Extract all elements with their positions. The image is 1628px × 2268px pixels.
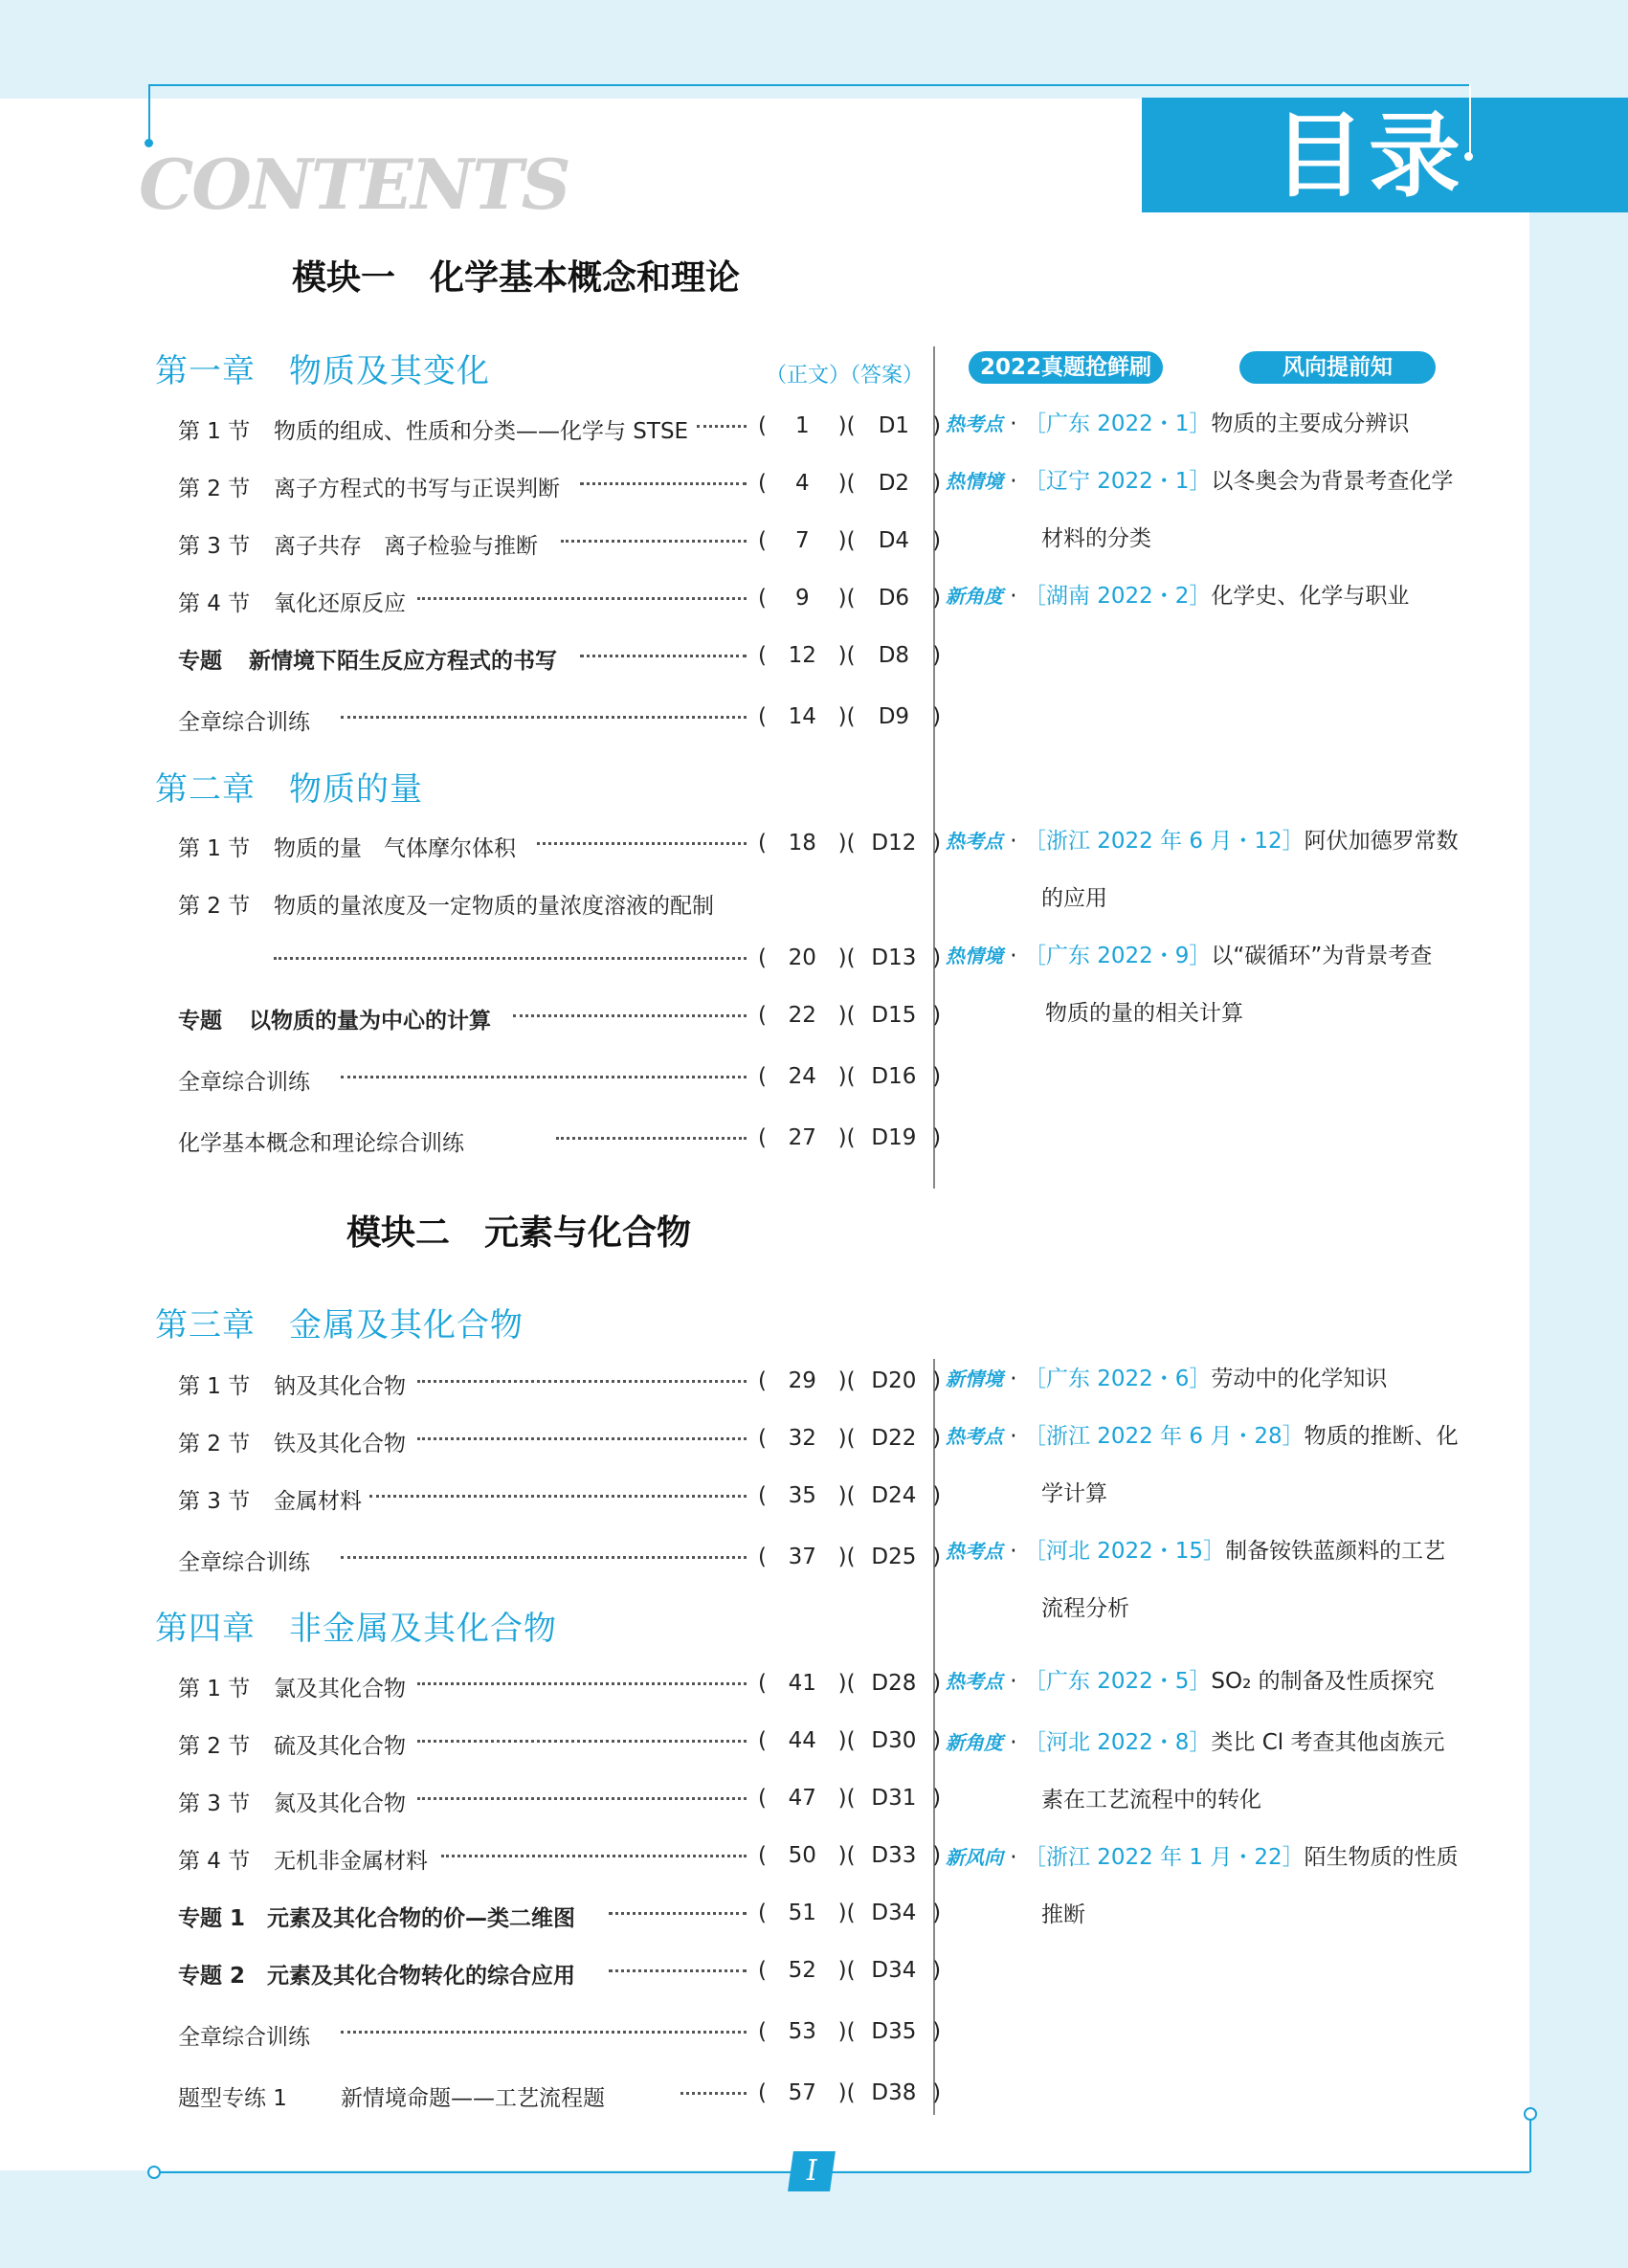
toc-page: 37 [788, 1545, 816, 1569]
leader-dots [369, 1495, 747, 1498]
toc-page: 35 [788, 1483, 816, 1508]
toc-answer: D34 [871, 1958, 917, 1983]
chapter-title-2: 第二章 物质的量 [155, 770, 423, 809]
leader-dots [697, 425, 747, 428]
toc-entry[interactable]: 化学基本概念和理论综合训练 ( 27 )( D19 ) [178, 1125, 942, 1156]
toc-page: 9 [794, 586, 810, 611]
note-line: 热情境 · ［广东 2022・9］以“碳循环”为背景考查 [946, 944, 1433, 968]
toc-page: 50 [788, 1843, 816, 1868]
toc-section: 第 3 节 [178, 534, 251, 559]
leader-dots [341, 2031, 747, 2034]
toc-page: 22 [788, 1003, 816, 1028]
leader-dots [417, 597, 747, 600]
toc-title: 新情境下陌生反应方程式的书写 [249, 649, 557, 674]
toc-section: 第 2 节 [178, 1432, 251, 1456]
toc-entry[interactable]: 全章综合训练 ( 24 )( D16 ) [178, 1064, 942, 1095]
toc-page: 4 [794, 471, 810, 496]
note-continuation: 的应用 [1041, 886, 1107, 911]
leader-dots [417, 1797, 747, 1800]
toc-answer: D9 [878, 704, 910, 729]
chapter-title-3: 第三章 金属及其化合物 [155, 1306, 524, 1345]
toc-answer: D22 [871, 1426, 917, 1451]
toc-entry[interactable]: 第 1 节 氯及其化合物 ( 41 )( D28 ) [178, 1671, 942, 1701]
frame-line-bottom-right [1529, 2117, 1531, 2172]
toc-entry[interactable]: 第 1 节 物质的量 气体摩尔体积 ( 18 )( D12 ) [178, 831, 942, 861]
toc-page: 14 [788, 704, 816, 729]
toc-page: 52 [788, 1958, 816, 1983]
toc-answer: D13 [871, 945, 917, 970]
toc-answer: D15 [871, 1003, 917, 1028]
toc-title: 钠及其化合物 [274, 1374, 406, 1399]
toc-entry-continuation[interactable]: ( 20 )( D13 ) [178, 945, 925, 978]
note-continuation: 物质的量的相关计算 [1045, 1001, 1243, 1026]
contents-watermark: CONTENTS [139, 144, 569, 225]
toc-page: 32 [788, 1426, 816, 1451]
toc-title: 硫及其化合物 [274, 1734, 406, 1759]
toc-title: 元素及其化合物转化的综合应用 [267, 1964, 575, 1989]
leader-dots [609, 1912, 747, 1915]
toc-answer: D25 [871, 1545, 917, 1569]
toc-page: 51 [788, 1901, 816, 1925]
frame-line-bottom [153, 2171, 1529, 2173]
leader-dots [561, 540, 747, 543]
note-line: 新情境 · ［广东 2022・6］劳动中的化学知识 [946, 1367, 1388, 1391]
toc-section: 第 3 节 [178, 1791, 251, 1816]
toc-section: 第 1 节 [178, 1677, 251, 1701]
toc-page: 44 [788, 1728, 816, 1753]
chapter-title-4: 第四章 非金属及其化合物 [155, 1610, 557, 1648]
toc-title: 物质的组成、性质和分类——化学与 STSE [274, 419, 689, 444]
note-line: 热考点 · ［浙江 2022 年 6 月・12］阿伏加德罗常数 [946, 829, 1459, 854]
leader-dots [341, 1556, 747, 1559]
toc-section: 专题 [178, 649, 222, 674]
toc-title: 全章综合训练 [178, 1550, 310, 1575]
toc-answer: D24 [871, 1483, 917, 1508]
toc-answer: D34 [871, 1901, 917, 1925]
chapter-title-1: 第一章 物质及其变化 [155, 352, 490, 390]
toc-page: 18 [788, 831, 816, 856]
toc-answer: D38 [871, 2080, 917, 2105]
toc-page: 53 [788, 2019, 816, 2044]
toc-section: 专题 [178, 1009, 222, 1034]
page-number: I [788, 2151, 836, 2191]
toc-section: 第 2 节 [178, 1734, 251, 1759]
toc-section: 第 1 节 [178, 419, 251, 444]
toc-title: 以物质的量为中心的计算 [249, 1009, 491, 1034]
toc-answer: D30 [871, 1728, 917, 1753]
toc-title: 元素及其化合物的价—类二维图 [267, 1906, 575, 1931]
leader-dots [580, 482, 747, 485]
note-continuation: 材料的分类 [1041, 526, 1151, 551]
toc-entry[interactable]: 题型专练 1 新情境命题——工艺流程题 ( 57 )( D38 ) [178, 2080, 942, 2111]
note-line: 热考点 · ［浙江 2022 年 6 月・28］物质的推断、化 [946, 1424, 1459, 1449]
pill-trend-preview: 风向提前知 [1239, 351, 1436, 384]
module-title-2: 模块二 元素与化合物 [346, 1212, 692, 1253]
toc-section: 第 1 节 [178, 836, 251, 861]
toc-entry[interactable]: 专题 1 元素及其化合物的价—类二维图 ( 51 )( D34 ) [178, 1901, 942, 1931]
toc-title: 金属材料 [274, 1489, 362, 1514]
toc-entry[interactable]: 第 1 节 钠及其化合物 ( 29 )( D20 ) [178, 1368, 942, 1399]
toc-section: 第 4 节 [178, 591, 251, 616]
toc-section: 专题 2 [178, 1964, 246, 1989]
toc-answer: D31 [871, 1786, 917, 1811]
toc-page: 20 [788, 945, 816, 970]
toc-page: 41 [788, 1671, 816, 1696]
toc-answer: D20 [871, 1368, 917, 1393]
toc-answer: D1 [878, 413, 910, 438]
leader-dots [417, 1740, 747, 1743]
toc-entry[interactable]: 第 1 节 物质的组成、性质和分类——化学与 STSE ( 1 )( D1 ) [178, 413, 942, 444]
leader-dots [680, 2092, 747, 2095]
toc-entry[interactable]: 全章综合训练 ( 14 )( D9 ) [178, 704, 942, 735]
toc-answer: D6 [878, 586, 910, 611]
toc-answer: D16 [871, 1064, 917, 1089]
toc-answer: D19 [871, 1125, 917, 1150]
note-continuation: 素在工艺流程中的转化 [1041, 1788, 1261, 1812]
toc-entry[interactable]: 专题 以物质的量为中心的计算 ( 22 )( D15 ) [178, 1003, 942, 1034]
frame-ring-bottom-right [1524, 2107, 1537, 2121]
toc-section: 第 3 节 [178, 1489, 251, 1514]
toc-entry[interactable]: 第 3 节 离子共存 离子检验与推断 ( 7 )( D4 ) [178, 528, 942, 559]
note-line: 新风向 · ［浙江 2022 年 1 月・22］陌生物质的性质 [946, 1845, 1459, 1870]
note-continuation: 学计算 [1041, 1481, 1107, 1506]
toc-entry[interactable]: 全章综合训练 ( 37 )( D25 ) [178, 1545, 942, 1575]
leader-dots [609, 1969, 747, 1972]
toc-section: 第 1 节 [178, 1374, 251, 1399]
toc-section: 第 4 节 [178, 1849, 251, 1874]
leader-dots [417, 1380, 747, 1383]
toc-title: 物质的量 气体摩尔体积 [274, 836, 516, 861]
toc-page: 57 [788, 2080, 816, 2105]
toc-page: 12 [788, 643, 816, 668]
toc-title: 新情境命题——工艺流程题 [341, 2086, 605, 2111]
toc-title: 离子方程式的书写与正误判断 [274, 477, 560, 501]
toc-answer: D8 [878, 643, 910, 668]
toc-entry[interactable]: 第 4 节 无机非金属材料 ( 50 )( D33 ) [178, 1843, 942, 1874]
leader-dots [580, 655, 747, 657]
toc-title: 氮及其化合物 [274, 1791, 406, 1816]
toc-title: 全章综合训练 [178, 2025, 310, 2050]
toc-entry[interactable]: 第 3 节 氮及其化合物 ( 47 )( D31 ) [178, 1786, 942, 1816]
toc-page: 29 [788, 1368, 816, 1393]
frame-ring-bottom-left [147, 2166, 161, 2179]
toc-page: 27 [788, 1125, 816, 1150]
toc-title: 氧化还原反应 [274, 591, 406, 616]
leader-dots [441, 1855, 747, 1857]
toc-entry[interactable]: 第 2 节 离子方程式的书写与正误判断 ( 4 )( D2 ) [178, 471, 942, 501]
leader-dots [417, 1682, 747, 1685]
toc-answer: D28 [871, 1671, 917, 1696]
toc-section: 专题 1 [178, 1906, 246, 1931]
pill-2022-exam: 2022真题抢鲜刷 [969, 351, 1163, 384]
note-continuation: 流程分析 [1041, 1596, 1129, 1621]
note-line: 热考点 · ［河北 2022・15］制备铵铁蓝颜料的工艺 [946, 1539, 1446, 1564]
toc-title: 无机非金属材料 [274, 1849, 428, 1874]
module-title-1: 模块一 化学基本概念和理论 [292, 257, 741, 298]
toc-entry[interactable]: 第 3 节 金属材料 ( 35 )( D24 ) [178, 1483, 942, 1514]
toc-entry-multiline[interactable] [178, 888, 925, 921]
note-line: 新角度 · ［河北 2022・8］类比 Cl 考查其他卤族元 [946, 1730, 1445, 1755]
toc-entry[interactable]: 第 2 节 硫及其化合物 ( 44 )( D30 ) [178, 1728, 942, 1759]
toc-page: 1 [794, 413, 810, 438]
toc-page: 7 [794, 528, 810, 553]
page-title: 目录 [1273, 102, 1464, 210]
toc-answer: D4 [878, 528, 910, 553]
note-line: 热考点 · ［广东 2022・5］SO₂ 的制备及性质探究 [946, 1669, 1435, 1694]
toc-title: 全章综合训练 [178, 710, 310, 735]
leader-dots [341, 1076, 747, 1078]
leader-dots [513, 1014, 747, 1017]
toc-answer: D2 [878, 471, 910, 496]
note-line: 新角度 · ［湖南 2022・2］化学史、化学与职业 [946, 584, 1410, 609]
leader-dots [274, 957, 747, 960]
toc-section: 题型专练 1 [178, 2086, 287, 2111]
toc-title: 铁及其化合物 [274, 1432, 406, 1456]
toc-entry[interactable]: 专题 2 元素及其化合物转化的综合应用 ( 52 )( D34 ) [178, 1958, 942, 1989]
toc-title: 离子共存 离子检验与推断 [274, 534, 538, 559]
frame-line-top [148, 84, 1469, 86]
leader-dots [417, 1437, 747, 1440]
leader-dots [556, 1137, 747, 1140]
toc-title: 化学基本概念和理论综合训练 [178, 1131, 464, 1156]
toc-answer: D33 [871, 1843, 917, 1868]
note-continuation: 推断 [1041, 1902, 1085, 1927]
leader-dots [537, 842, 747, 845]
toc-title: 物质的量浓度及一定物质的量浓度溶液的配制 [274, 894, 714, 919]
toc-answer: D35 [871, 2019, 917, 2044]
toc-title: 全章综合训练 [178, 1070, 310, 1095]
toc-answer: D12 [871, 831, 917, 856]
frame-line-right [1469, 84, 1471, 156]
toc-page: 24 [788, 1064, 816, 1089]
leader-dots [341, 716, 747, 719]
toc-entry[interactable]: 第 2 节 铁及其化合物 ( 32 )( D22 ) [178, 1426, 942, 1456]
note-line: 热考点 · ［广东 2022・1］物质的主要成分辨识 [946, 411, 1410, 436]
frame-dot-right [1464, 152, 1473, 161]
note-line: 热情境 · ［辽宁 2022・1］以冬奥会为背景考查化学 [946, 469, 1454, 494]
toc-entry[interactable]: 专题 新情境下陌生反应方程式的书写 ( 12 )( D8 ) [178, 643, 942, 674]
column-header-page-answer: （正文）（答案） [766, 364, 925, 388]
toc-section: 第 2 节 [178, 894, 251, 919]
toc-entry[interactable]: 第 4 节 氧化还原反应 ( 9 )( D6 ) [178, 586, 942, 616]
toc-title: 氯及其化合物 [274, 1677, 406, 1701]
toc-page: 47 [788, 1786, 816, 1811]
frame-line-left [148, 84, 150, 144]
toc-section: 第 2 节 [178, 477, 251, 501]
toc-entry[interactable]: 全章综合训练 ( 53 )( D35 ) [178, 2019, 942, 2050]
